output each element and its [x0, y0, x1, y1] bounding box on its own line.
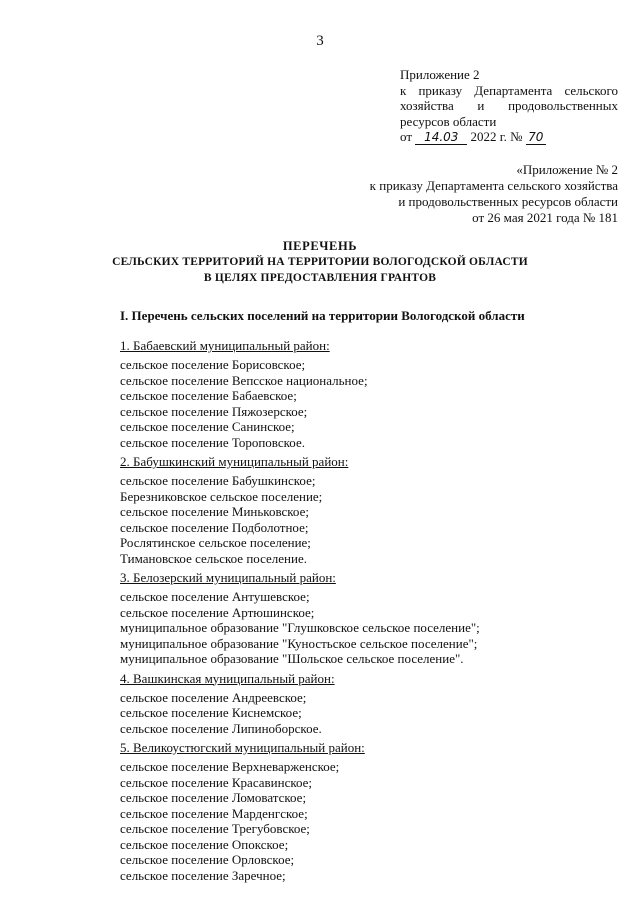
- settlement-item: сельское поселение Орловское;: [120, 852, 295, 867]
- settlement-item: сельское поселение Красавинское;: [120, 774, 313, 790]
- settlement-item: сельское поселение Санинское;: [120, 419, 295, 434]
- settlement-item: сельское поселение Пяжозерское;: [120, 403, 308, 419]
- settlement-item: сельское поселение Андреевское;: [120, 689, 307, 705]
- district-heading: 5. Великоустюгский муниципальный район:: [120, 740, 365, 755]
- settlement-item: сельское поселение Борисовское;: [120, 357, 306, 372]
- settlement-item: сельское поселение Заречное;: [120, 867, 286, 883]
- district-heading: 2. Бабушкинский муниципальный район:: [120, 454, 349, 469]
- settlement-item: сельское поселение Антушевское;: [120, 589, 310, 604]
- settlement-item: сельское поселение Ломоватское;: [120, 790, 307, 805]
- settlement-item: сельское поселение Бабаевское;: [120, 388, 297, 403]
- title-line-2: СЕЛЬСКИХ ТЕРРИТОРИЙ НА ТЕРРИТОРИИ ВОЛОГОДСКОЙ ОБЛАСТИ: [112, 256, 528, 268]
- appendix-title: Приложение 2: [400, 67, 480, 82]
- settlement-item: муниципальное образование "Глушковское сельское поселение";: [120, 620, 480, 635]
- settlement-item: сельское поселение Липиноборское.: [120, 720, 322, 736]
- settlement-item: сельское поселение Опокское;: [120, 836, 289, 852]
- original-appendix-line-2: к приказу Департамента сельского хозяйства: [369, 178, 618, 193]
- appendix-line-2: к приказу Департамента сельского: [400, 82, 618, 98]
- settlement-item: сельское поселение Подболотное;: [120, 519, 309, 535]
- settlement-list: [120, 357, 620, 450]
- settlement-list: [120, 690, 620, 737]
- original-appendix-header: [370, 162, 618, 226]
- settlement-list: [120, 759, 620, 883]
- settlement-item: Тимановское сельское поселение.: [120, 550, 307, 566]
- district-heading: 1. Бабаевский муниципальный район:: [120, 338, 330, 353]
- settlement-item: Березниковское сельское поселение;: [120, 488, 323, 504]
- settlement-item: сельское поселение Артюшинское;: [120, 604, 315, 620]
- year-text: 2022 г. №: [470, 129, 523, 144]
- original-appendix-line-1: «Приложение № 2: [516, 162, 618, 177]
- original-appendix-line-3: и продовольственных ресурсов области: [398, 194, 618, 209]
- handwritten-number: 70: [526, 131, 546, 145]
- district-block: [120, 671, 620, 737]
- settlement-list: [120, 473, 620, 566]
- title-line-3: В ЦЕЛЯХ ПРЕДОСТАВЛЕНИЯ ГРАНТОВ: [203, 272, 437, 284]
- settlement-item: сельское поселение Тороповское.: [120, 434, 305, 450]
- appendix-header: [400, 67, 618, 145]
- settlement-item: Рослятинское сельское поселение;: [120, 535, 311, 550]
- settlement-item: муниципальное образование "Шольское сельское поселение".: [120, 651, 464, 666]
- settlement-item: сельское поселение Верхневарженское;: [120, 759, 340, 774]
- district-heading: 3. Белозерский муниципальный район:: [120, 570, 336, 585]
- district-block: [120, 454, 620, 566]
- date-prefix: от: [400, 129, 413, 144]
- title-line-1: ПЕРЕЧЕНЬ: [282, 239, 358, 253]
- section-heading: I. Перечень сельских поселений на территории Вологодской области: [120, 308, 525, 323]
- handwritten-date: 14.03: [415, 131, 467, 145]
- district-heading: 4. Вашкинская муниципальный район:: [120, 670, 335, 686]
- district-block: [120, 338, 620, 450]
- page-number: 3: [316, 33, 324, 49]
- settlement-item: сельское поселение Миньковское;: [120, 504, 309, 519]
- settlement-item: сельское поселение Вепсское национальное;: [120, 372, 368, 388]
- original-appendix-line-4: от 26 мая 2021 года № 181: [472, 210, 618, 225]
- settlement-list: [120, 589, 620, 667]
- settlement-item: сельское поселение Трегубовское;: [120, 821, 310, 836]
- settlement-item: сельское поселение Марденгское;: [120, 805, 308, 821]
- document-title: [0, 238, 640, 286]
- settlement-item: муниципальное образование "Куностьское сельское поселение";: [120, 635, 478, 651]
- district-list: [120, 338, 620, 887]
- appendix-line-4: ресурсов области: [400, 113, 497, 129]
- appendix-date-line: [400, 129, 618, 145]
- settlement-item: сельское поселение Киснемское;: [120, 705, 302, 720]
- appendix-line-3: хозяйства и продовольственных: [400, 98, 618, 113]
- district-block: [120, 570, 620, 667]
- district-block: [120, 740, 620, 883]
- settlement-item: сельское поселение Бабушкинское;: [120, 473, 316, 488]
